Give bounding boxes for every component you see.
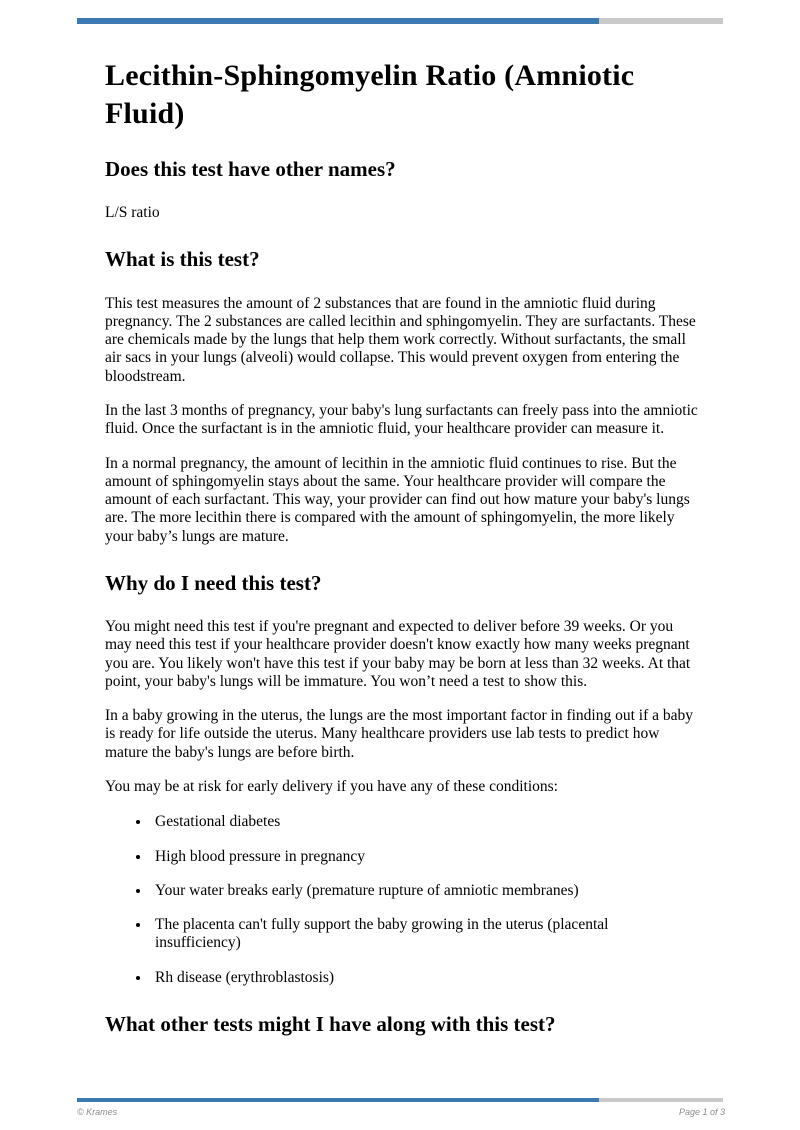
document-content <box>105 24 698 1059</box>
list-item-high-blood-pressure: • High blood pressure in pregnancy <box>151 848 698 866</box>
paragraph-why-need-2: In a baby growing in the uterus, the lungs are the most important factor in finding out if a baby is ready for life outside the uterus. Many healthcare providers use lab tests to predict how mature the baby's lungs are before birth. <box>105 707 694 761</box>
paragraph-other-names: L/S ratio <box>105 204 160 222</box>
paragraph-what-is-1: This test measures the amount of 2 substances that are found in the amniotic fluid during pregnancy. The 2 substances are called lecithin and sphingomyelin. They are surfactants. These are chemicals made by the lungs that help them work correctly. Without surfactants, the small air sacs in your lungs (alveoli) would collapse. This would prevent oxygen from entering the bloodstream. <box>105 294 696 385</box>
risk-conditions-list <box>105 813 698 987</box>
footer-rule <box>77 1098 723 1102</box>
paragraph-what-is-2: In the last 3 months of pregnancy, your baby's lung surfactants can freely pass into the amniotic fluid. Once the surfactant is in the amniotic fluid, your healthcare provider can measure it. <box>105 401 698 438</box>
footer-rule-gray-segment <box>599 1098 723 1102</box>
paragraph-why-need-3: You may be at risk for early delivery if you have any of these conditions: <box>105 778 558 796</box>
paragraph-what-is-3: In a normal pregnancy, the amount of lecithin in the amniotic fluid continues to rise. But the amount of sphingomyelin stays about the same. Your healthcare provider will compare the amount of each surfactant. This way, your provider can find out how mature your baby's lungs are. The more lecithin there is compared with the amount of sphingomyelin, the more likely your baby’s lungs are mature. <box>105 454 690 545</box>
section-heading-what-is: What is this test? <box>105 247 260 272</box>
list-item-placental-insufficiency: • The placenta can't fully support the baby growing in the uterus (placental insufficiency) <box>151 916 698 953</box>
footer-copyright: © Krames <box>77 1107 118 1117</box>
paragraph-why-need-1: You might need this test if you're pregnant and expected to deliver before 39 weeks. Or you may need this test if your healthcare provider doesn't know exactly how many weeks pregnant you are. You likely won't have this test if your baby may be born at less than 32 weeks. At that point, your baby's lungs will be immature. You won’t need a test to show this. <box>105 618 691 690</box>
footer-rule-blue-segment <box>77 1098 599 1102</box>
page-title: Lecithin-Sphingomyelin Ratio (Amniotic Fluid) <box>105 59 635 130</box>
section-heading-other-tests: What other tests might I have along with this test? <box>105 1012 556 1037</box>
page-footer <box>0 1098 800 1130</box>
footer-meta-row <box>77 1107 725 1117</box>
section-heading-why-need: Why do I need this test? <box>105 570 322 595</box>
list-item-gestational-diabetes: • Gestational diabetes <box>151 813 698 831</box>
section-heading-other-names: Does this test have other names? <box>105 157 396 181</box>
footer-page-number: Page 1 of 3 <box>678 1107 725 1117</box>
list-item-rh-disease: • Rh disease (erythroblastosis) <box>151 969 698 987</box>
list-item-water-breaks-early: • Your water breaks early (premature rupture of amniotic membranes) <box>151 882 698 900</box>
